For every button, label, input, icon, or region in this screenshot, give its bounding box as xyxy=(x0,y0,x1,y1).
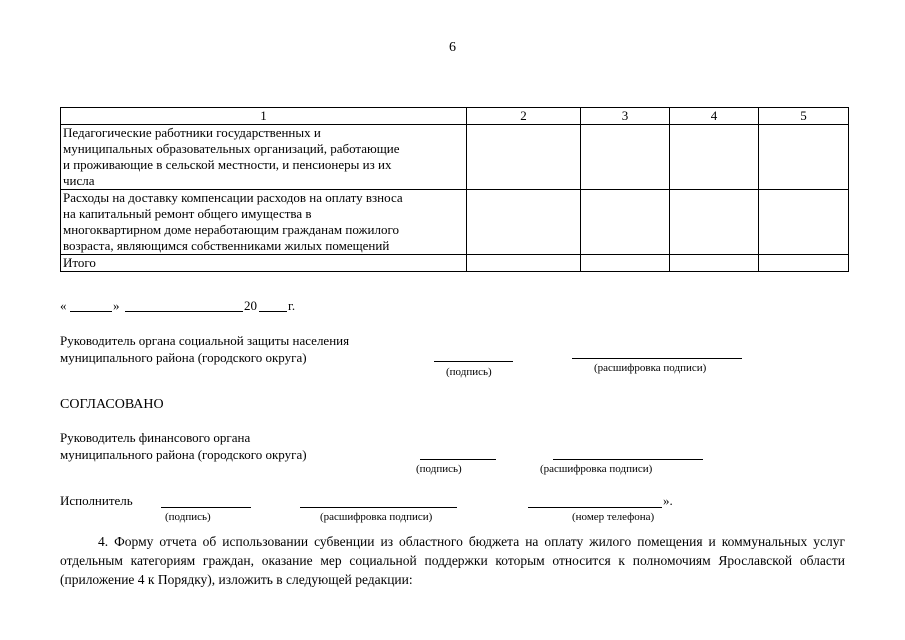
executor-end-mark: ». xyxy=(663,493,673,508)
table-header-row xyxy=(61,108,849,125)
row-label-line: многоквартирном доме неработающим гражданам пожилого xyxy=(63,222,399,237)
row-label-total: Итого xyxy=(61,255,467,272)
date-year-suffix: г. xyxy=(288,298,296,313)
row-label-line: числа xyxy=(63,173,95,188)
report-table xyxy=(60,107,849,272)
row-label-line: и проживающие в сельской местности, и пенсионеры из их xyxy=(63,157,392,172)
column-header-1: 1 xyxy=(61,108,467,125)
social-head-title-line2: муниципального района (городского округа) xyxy=(60,350,307,365)
column-header-3: 3 xyxy=(581,108,670,125)
date-close-quote: » xyxy=(113,298,120,313)
executor-phone-line xyxy=(528,507,662,508)
finance-head-title-line1: Руководитель финансового органа xyxy=(60,430,251,445)
table-cell xyxy=(467,190,581,255)
executor-label: Исполнитель xyxy=(60,493,133,508)
social-head-title-line1: Руководитель органа социальной защиты населения xyxy=(60,333,350,348)
finance-head-signature-caption: (подпись) xyxy=(416,463,462,475)
amendment-paragraph: 4. Форму отчета об использовании субвенции из областного бюджета на оплату жилого помещения и коммунальных услуг отдельным категориям граждан, оказание мер социальной поддержки которым относится к полномочиям Ярославской области (приложение 4 к Порядку), изложить в следующей редакции: xyxy=(60,534,845,587)
executor-signature-caption: (подпись) xyxy=(165,511,211,523)
row-label-line: на капитальный ремонт общего имущества в xyxy=(63,206,312,221)
column-header-4: 4 xyxy=(670,108,759,125)
table-cell xyxy=(759,125,849,190)
finance-head-decoding-caption: (расшифровка подписи) xyxy=(540,463,653,475)
column-header-5: 5 xyxy=(759,108,849,125)
row-label-teachers xyxy=(61,125,467,190)
table-cell xyxy=(670,125,759,190)
social-head-signature-caption: (подпись) xyxy=(446,366,492,378)
row-label-line: Расходы на доставку компенсации расходов на оплату взноса xyxy=(63,190,403,205)
row-label-line: Педагогические работники государственных и xyxy=(63,125,321,140)
table-cell xyxy=(581,190,670,255)
executor-decoding-line xyxy=(300,507,457,508)
table-cell xyxy=(670,190,759,255)
finance-head-decoding-line xyxy=(553,459,703,460)
table-cell xyxy=(759,255,849,272)
table-cell xyxy=(759,190,849,255)
social-head-signature-line xyxy=(434,361,513,362)
finance-head-title-line2: муниципального района (городского округа) xyxy=(60,447,307,462)
date-open-quote: « xyxy=(60,298,67,313)
table-cell xyxy=(670,255,759,272)
table-cell xyxy=(467,255,581,272)
date-month-blank xyxy=(125,311,243,312)
agreed-heading: СОГЛАСОВАНО xyxy=(60,397,164,412)
table-row xyxy=(61,255,849,272)
finance-head-signature-line xyxy=(420,459,496,460)
executor-signature-line xyxy=(161,507,251,508)
date-year-blank xyxy=(259,311,287,312)
date-day-blank xyxy=(70,311,112,312)
row-label-delivery-costs xyxy=(61,190,467,255)
executor-decoding-caption: (расшифровка подписи) xyxy=(320,511,433,523)
table-cell xyxy=(581,125,670,190)
table-row xyxy=(61,190,849,255)
executor-phone-caption: (номер телефона) xyxy=(572,511,655,523)
table-row xyxy=(61,125,849,190)
row-label-line: муниципальных образовательных организаций, работающие xyxy=(63,141,400,156)
table-cell xyxy=(467,125,581,190)
date-year-prefix: 20 xyxy=(244,298,257,313)
column-header-2: 2 xyxy=(467,108,581,125)
social-head-decoding-caption: (расшифровка подписи) xyxy=(594,362,707,374)
table-cell xyxy=(581,255,670,272)
page-number: 6 xyxy=(449,40,456,55)
social-head-decoding-line xyxy=(572,358,742,359)
row-label-line: возраста, являющимся собственниками жилых помещений xyxy=(63,238,390,253)
